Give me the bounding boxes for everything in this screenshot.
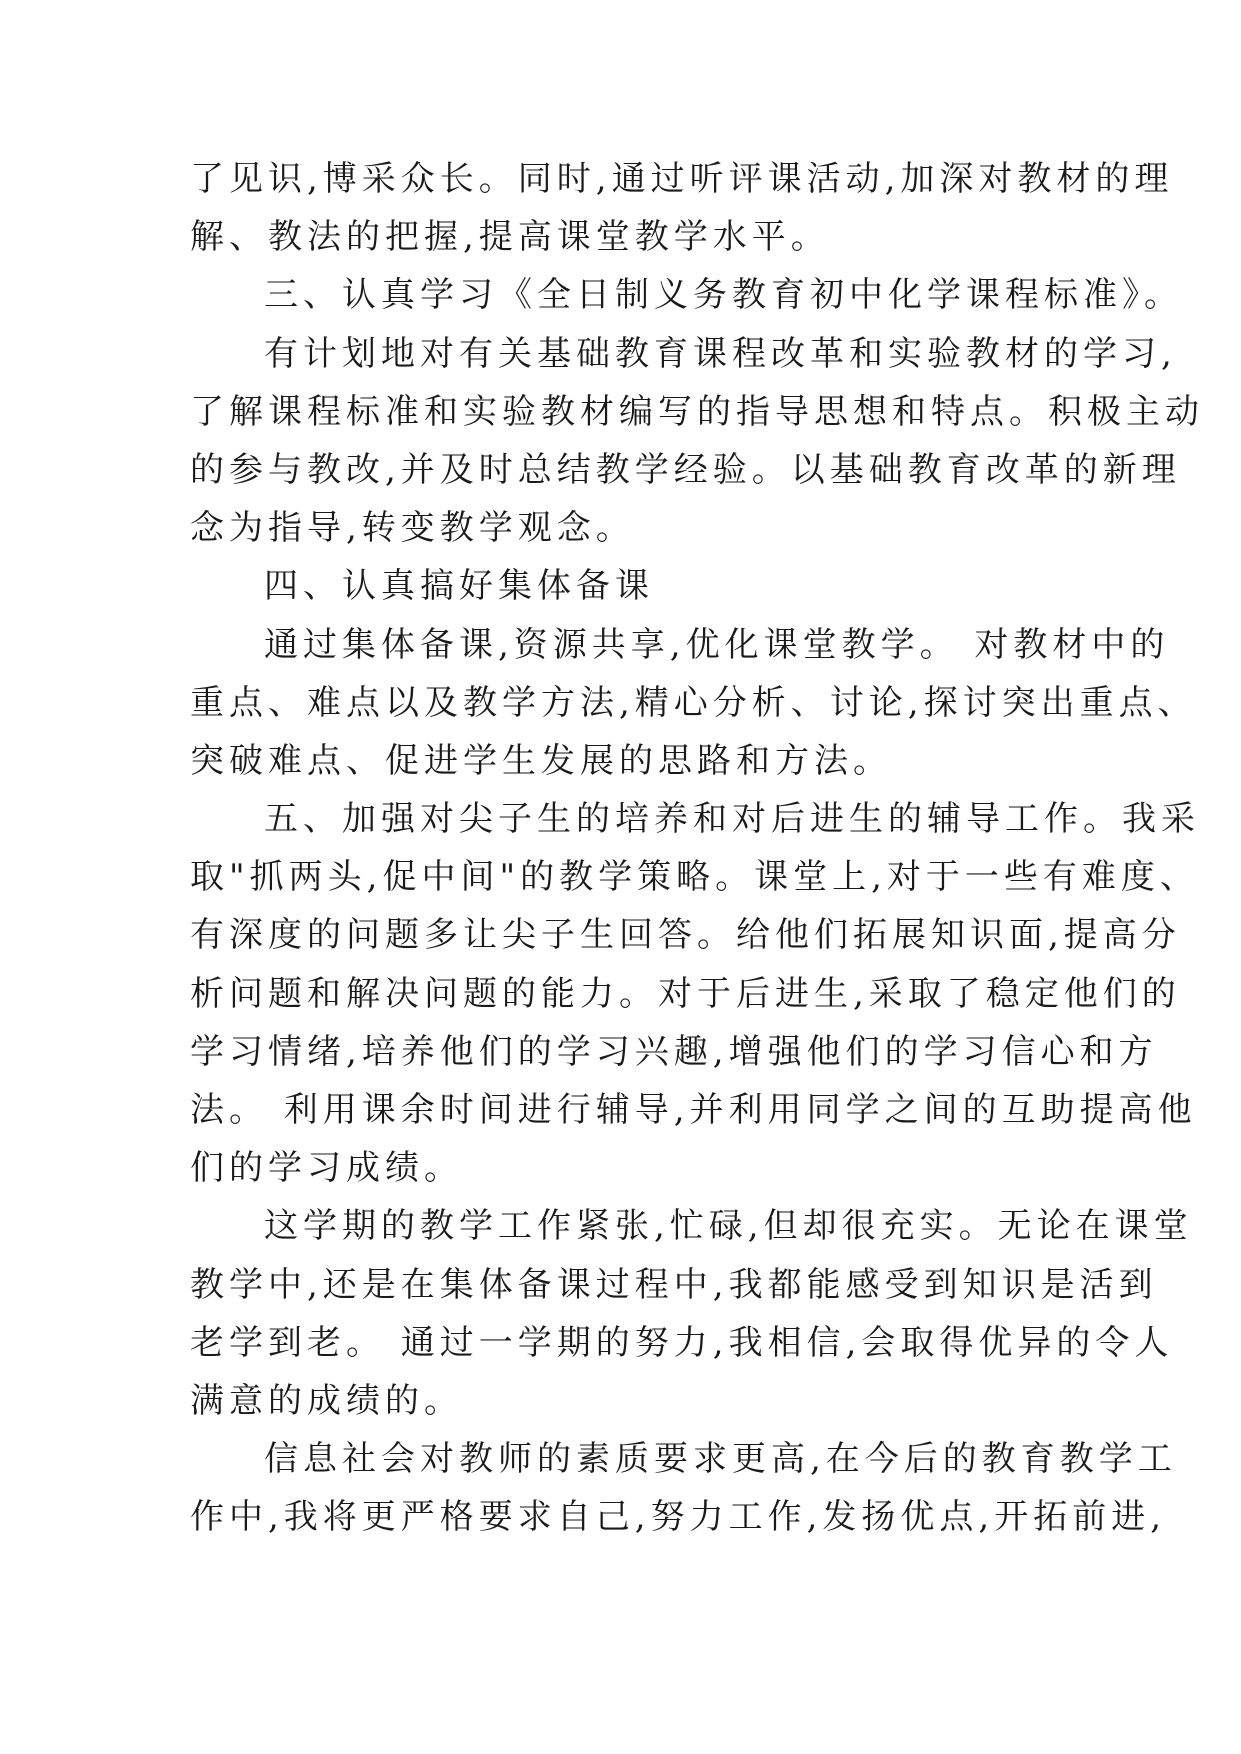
text-line: 三、认真学习《全日制义务教育初中化学课程标准》。 [264,275,1183,316]
text-line: 了解课程标准和实验教材编写的指导思想和特点。积极主动 [190,391,1204,432]
text-line: 作中,我将更严格要求自己,努力工作,发扬优点,开拓前进, [190,1497,1167,1538]
text-line: 念为指导,转变教学观念。 [190,508,635,549]
text-line: 老学到老。 通过一学期的努力,我相信,会取得优异的令人 [190,1322,1174,1363]
text-line: 学习情绪,培养他们的学习兴趣,增强他们的学习信心和方 [190,1031,1158,1072]
text-line: 法。 利用课余时间进行辅导,并利用同学之间的互助提高他 [190,1090,1197,1130]
text-line: 取"抓两头,促中间"的教学策略。课堂上,对于一些有难度、 [190,857,1199,898]
text-line: 教学中,还是在集体备课过程中,我都能感受到知识是活到 [190,1264,1158,1305]
text-line: 突破难点、促进学生发展的思路和方法。 [190,740,892,781]
document-body [190,150,1204,1547]
text-line: 这学期的教学工作紧张,忙碌,但却很充实。无论在课堂 [264,1206,1193,1247]
text-line: 满意的成绩的。 [190,1380,463,1421]
text-line: 了见识,博采众长。同时,通过听评课活动,加深对教材的理 [190,159,1174,199]
text-line: 析问题和解决问题的能力。对于后进生,采取了稳定他们的 [190,973,1181,1014]
text-line: 们的学习成绩。 [190,1148,463,1189]
text-line: 有计划地对有关基础教育课程改革和实验教材的学习, [264,333,1177,374]
text-line: 五、加强对尖子生的培养和对后进生的辅导工作。我采 [264,799,1200,840]
text-line: 信息社会对教师的素质要求更高,在今后的教育教学工 [264,1439,1177,1480]
text-line: 通过集体备课,资源共享,优化课堂教学。 对教材中的 [264,624,1170,665]
text-line: 有深度的问题多让尖子生回答。给他们拓展知识面,提高分 [190,915,1181,956]
text-line: 解、教法的把握,提高课堂教学水平。 [190,217,830,258]
text-line: 四、认真搞好集体备课 [264,566,654,607]
text-line: 的参与教改,并及时总结教学经验。以基础教育改革的新理 [190,449,1181,490]
text-line: 重点、难点以及教学方法,精心分析、讨论,探讨突出重点、 [190,682,1197,723]
